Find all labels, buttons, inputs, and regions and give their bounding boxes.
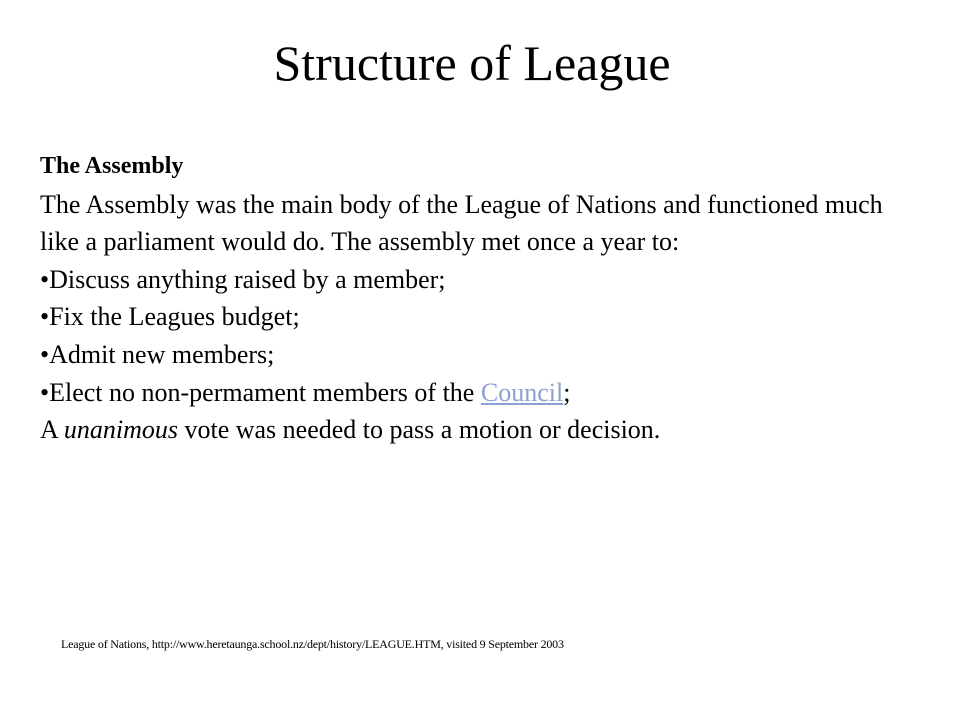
conclusion-suffix: vote was needed to pass a motion or decision. [177,415,661,445]
conclusion-emphasis: unanimous [63,415,178,445]
source-citation: League of Nations, http://www.heretaunga.school.nz/dept/history/LEAGUE.HTM, visited 9 September 2003 [61,637,564,651]
bullet-item [40,298,920,336]
bullet-text: Elect no non-permament members of the [49,377,481,407]
council-link[interactable]: Council [480,377,564,407]
bullet-symbol: • [40,339,50,369]
slide-title: Structure of League [273,35,671,91]
bullet-item [40,374,920,412]
bullet-text: Fix the Leagues budget; [49,302,300,332]
bullet-symbol: • [40,302,50,332]
bullet-text: Discuss anything raised by a member; [49,264,446,294]
bullet-item [40,261,920,299]
assembly-section [40,148,920,449]
intro-paragraph: The Assembly was the main body of the League of Nations and functioned much like a parliament would do. The assembly met once a year to: [40,189,883,257]
conclusion-prefix: A [40,415,64,445]
bullet-text: Admit new members; [49,339,275,369]
bullet-symbol: • [40,377,50,407]
section-heading: The Assembly [40,153,184,179]
bullet-symbol: • [40,264,50,294]
bullet-item [40,336,920,374]
bullet-suffix: ; [563,377,571,407]
conclusion-sentence [40,411,920,449]
